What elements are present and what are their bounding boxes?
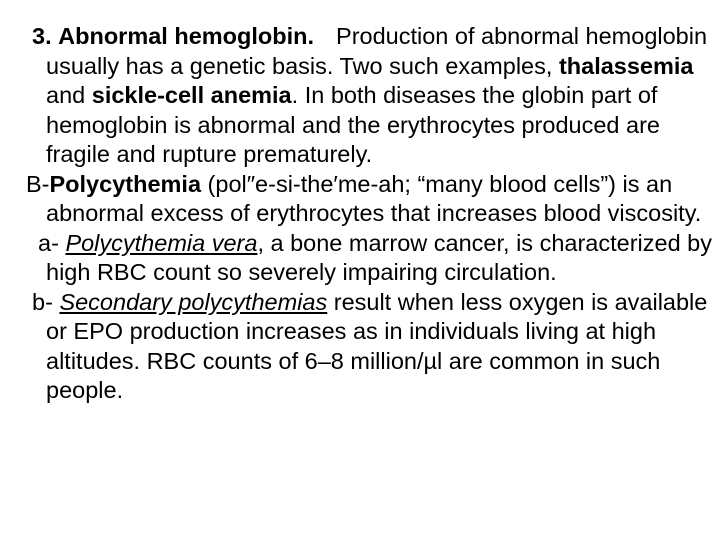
- item-title: Abnormal hemoglobin.: [58, 23, 315, 49]
- term-polycythemia: Polycythemia: [49, 170, 202, 197]
- item-prefix: B-: [26, 170, 50, 197]
- term-secondary-polycythemias: Secondary polycythemias: [59, 288, 328, 315]
- slide-body: [0, 22, 720, 406]
- conjunction: and: [46, 82, 86, 108]
- item-text: (pol″e-si-the′me-ah; “many blood cells”) is an abnormal excess of erythrocytes that increases blood viscosity.: [46, 170, 702, 226]
- item-text-continued: . In both diseases the globin part of hemoglobin is abnormal and the erythrocytes produced are fragile and rupture prematurely.: [46, 82, 660, 167]
- item-number: 3.: [32, 23, 52, 49]
- item-prefix: b-: [32, 288, 53, 315]
- paragraph-abnormal-hemoglobin: [0, 22, 720, 170]
- item-text: , a bone marrow cancer, is characterized by high RBC count so severely impairing circulation.: [46, 229, 712, 285]
- term-polycythemia-vera: Polycythemia vera: [65, 229, 258, 256]
- paragraph-polycythemia: [0, 170, 720, 229]
- term-sickle-cell: sickle-cell anemia: [91, 82, 292, 108]
- item-text: Production of abnormal hemoglobin usually has a genetic basis. Two such examples,: [46, 23, 708, 79]
- item-text: result when less oxygen is available or EPO production increases as in individuals living at high altitudes. RBC counts of 6–8 million/µl are common in such people.: [46, 288, 708, 403]
- term-thalassemia: thalassemia: [558, 52, 694, 79]
- item-prefix: a-: [38, 229, 59, 256]
- paragraph-polycythemia-vera: [0, 229, 720, 288]
- paragraph-secondary-polycythemias: [0, 288, 720, 406]
